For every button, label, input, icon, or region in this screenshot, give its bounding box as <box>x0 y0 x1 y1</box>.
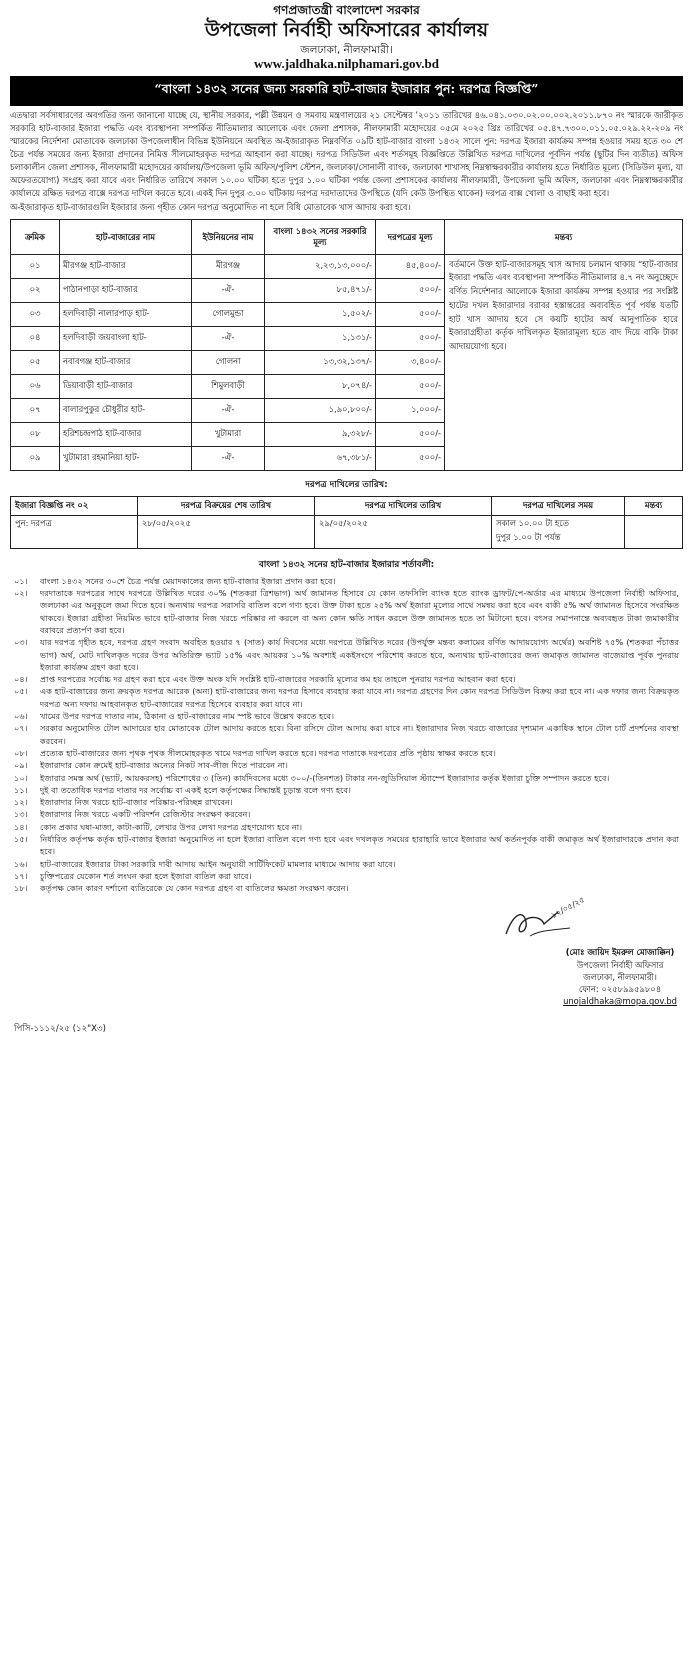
term-number: ১১। <box>14 784 28 795</box>
schedule-title: দরপত্র দাখিলের তারিখ: <box>305 479 388 490</box>
cell-schedule-price: ১,০০০/- <box>376 398 445 422</box>
term-number: ০৪। <box>14 674 28 685</box>
cell-market-name: নবাবগঞ্জ হাট-বাজার <box>60 350 192 374</box>
list-item <box>10 833 683 858</box>
notice-title: “বাংলা ১৪৩২ সনের জন্য সরকারি হাট-বাজার ইজারার পুন: দরপত্র বিজ্ঞপ্তি” <box>10 76 683 106</box>
list-item <box>10 636 683 673</box>
notice-page <box>10 0 683 1050</box>
col-notice-no: ইজারা বিজ্ঞপ্তি নং ০২ <box>11 496 138 515</box>
list-item <box>10 821 683 833</box>
market-table <box>10 219 683 471</box>
cell-market-name: হরিশচন্দ্রপাঠ হাট-বাজার <box>60 422 192 446</box>
cell-govt-price: ৮,০৭৪/- <box>265 374 376 398</box>
list-item <box>10 747 683 759</box>
cell-govt-price: ২,২৩,১৩,০০০/- <box>265 254 376 278</box>
cell-market-name: ডিয়াবাড়ী হাট-বাজার <box>60 374 192 398</box>
col-submit-time: দরপত্র দাখিলের সময় <box>492 496 625 515</box>
cell-submit-time <box>492 515 625 548</box>
col-serial: ক্রমিক <box>11 219 60 254</box>
table-row <box>11 515 683 548</box>
term-number: ০৭। <box>14 723 28 734</box>
term-number: ১২। <box>14 797 28 808</box>
term-text: প্রাপ্ত দরপত্রের সর্বোচ্চ দর গ্রহণ করা হবে এবং উক্ত অংক যদি সংশ্লিষ্ট হাট-বাজারের সরকারি মূল্যের কম হয় তাহলে পুনরায় দরপত্র আহবান করা হবে। <box>40 674 516 685</box>
col-union: ইউনিয়নের নাম <box>192 219 265 254</box>
cell-serial: ০৯ <box>11 446 60 470</box>
schedule-table <box>10 496 683 549</box>
cell-schedule-price: ৫০০/- <box>376 422 445 446</box>
cell-market-name: হলদিবাড়ী নালারপাড় হাট- <box>60 302 192 326</box>
term-number: ০৩। <box>14 637 28 648</box>
list-item <box>10 858 683 870</box>
term-number: ১৮। <box>14 883 28 894</box>
cell-govt-price: ১৩,৩২,১৩৭/- <box>265 350 376 374</box>
office-location: জলঢাকা, নীলফামারী। <box>300 43 393 56</box>
cell-schedule-price: ৫০০/- <box>376 446 445 470</box>
cell-govt-price: ৬৭,৩৮১/- <box>265 446 376 470</box>
cell-remark: বর্তমানে উক্ত হাট-বাজারসমূহ খাস আদায় চলমান থাকায় “হাট-বাজার ইজারা পদ্ধতি এবং ব্যবস্থাপনা সম্পর্কিত নীতিমালার ৪.৭ নং অনুচ্ছেদে বর্ণিত নির্দেশনার আলোকে ইজারা কার্যক্রম সম্পন্ন হওয়ার পর সংশ্লিষ্ট হাটের দখল ইজারাদার বরাবর হস্তান্তরের অব্যবহিত পূর্ব পর্যন্ত যতটি হাট খাস আদায় হবে সে কয়টি হাটের অর্থ আনুপাতিক হারে ইজারাগ্রহীতা কর্তৃক দাখিলকৃত ইজারামূল্য হতে বাদ দিয়ে বাকি টাকা আদায়যোগ্য হবে। <box>445 254 683 470</box>
terms-list <box>10 575 683 895</box>
term-text: ইজারাদার নিজ খরচে একটি পরিদর্শন রেজিস্টার সংরক্ষণ করবেন। <box>40 809 251 820</box>
col-market-name: হাট-বাজারের নাম <box>60 219 192 254</box>
officer-email-link[interactable]: unojaldhaka@mopa.gov.bd <box>563 996 677 1007</box>
officer-location: জলঢাকা, নীলফামারী। <box>583 971 657 982</box>
intro-paragraph: এতদ্বারা সর্বসাধারণের অবগতির জন্য জানানো যাচ্ছে যে, স্থানীয় সরকার, পল্লী উন্নয়ন ও সমবায় মন্ত্রণালয়ের ২১ সেপ্টেম্বর ’২০১১ তারিখের ৪৬.০৪১.০৩০.০২.০০.০০২.২০১১.৮৭০ নং স্মারকে জারীকৃত সরকারি হাট-বাজার ইজারা পদ্ধতি এবং ব্যবস্থাপনা সম্পর্কিত নীতিমালার আলোকে এবং জেলা প্রশাসক, নীলফামারী মহোদয়ের ০৫মে ২০২৫ খ্রিঃ তারিখের ০৫.৪৭.৭৩০০.০১১.০৫.০২৯.২২-২০৯ নং স্মারকের নির্দেশনা মোতাবেক জলঢাকা উপজেলাধীন বিভিন্ন ইউনিয়নে অবস্থিত অ-ইজারাকৃত নিম্নবর্ণিত ০৯টি হাট-বাজার বাংলা ১৪৩২ সালে পুন: দরপত্র ইজারা কার্যক্রম সম্পন্ন হওয়ার সময় হতে ৩০ শে চৈত্র পর্যন্ত সময়ের জন্য ইজারা প্রদানের নিমিত্ত সীলমোহরকৃত দরপত্র আহবান করা যাচ্ছে। দরপত্র সিডিউল এবং শর্তসমূহ বিজ্ঞপ্তিতে উল্লিখিত দরপত্র দাখিলের পূর্বদিন পর্যন্ত (ছুটির দিন ব্যতীত) অফিস চলাকালীন জেলা প্রশাসক, নীলফামারী মহোদয়ের কার্যালয়/উপজেলা ভূমি অফিস/পুলিশ স্টেশন, জলঢাকা/সোনালী ব্যাংক, জলঢাকা শাখাসহ নিম্নস্বাক্ষরকারীর কার্যালয় হতে নির্ধারিত মূল্যে (সিডিউল মূল্য, যা অফেরতযোগ্য) সংগ্রহ করা যাবে এবং নির্ধারিত তারিখে সকাল ১০.০০ ঘটিকা হতে দুপুর ১.০০ ঘটিকা পর্যন্ত জেলা প্রশাসকের কার্যালয় নীলফামারী, উপজেলা ভূমি অফিস, জলঢাকা এবং নিম্নস্বাক্ষরকারীর কার্যালয়ে রক্ষিত দরপত্র বাক্সে দরপত্র দাখিল করতে হবে। একই দিন দুপুর ৩.০০ ঘটিকায় দরপত্র দরদাতাদের উপস্থিতে (যদি কেউ উপস্থিত থাকেন) দরপত্র বাক্স খোলা ও বাছাই করা হবে। <box>10 109 683 198</box>
term-text: হাট-বাজারের ইজারার টাকা সরকারি দাবী আদায় আইন অনুযায়ী সার্টিফিকেট মামলার মাধ্যমে আদায় করা যাবে। <box>40 858 396 869</box>
list-item <box>10 870 683 882</box>
list-item <box>10 759 683 771</box>
term-number: ০২। <box>14 588 28 599</box>
term-text: খামের উপর দরপত্র দাতার নাম, ঠিকানা ও হাট-বাজারের নাম স্পষ্ট ভাবে উল্লেখ করতে হবে। <box>40 711 335 722</box>
cell-serial: ০৬ <box>11 374 60 398</box>
officer-designation: উপজেলা নির্বাহী অফিসার <box>576 959 664 970</box>
government-name: গণপ্রজাতন্ত্রী বাংলাদেশ সরকার <box>273 3 420 17</box>
list-item <box>10 673 683 685</box>
list-item <box>10 575 683 587</box>
cell-schedule-price: ৫০০/- <box>376 326 445 350</box>
term-number: ১৫। <box>14 834 28 844</box>
cell-govt-price: ১,৯০,৮০০/- <box>265 398 376 422</box>
term-number: ০৮। <box>14 747 28 758</box>
cell-market-name: মীরগঞ্জ হাট-বাজার <box>60 254 192 278</box>
term-text: সরকার অনুমোদিত টোল আদায়ের হার মোতাবেক টোল আদায় করতে হবে। বিনা রসিদে টোল আদায় করা যাবে না। ইজারাদার নিজ খরচে বাজারের দৃশ্যমান একাধিক স্থানে টোল চার্ট প্রদর্শনের ব্যবস্থা করবেন। <box>40 723 679 746</box>
term-text: যার দরপত্র গৃহীত হবে, দরপত্র গ্রহণ সংবাদ অবহিত হওয়ার ৭ (সাত) কার্য দিবসের মধ্যে দরপত্রে উল্লিখিত দরের (উপর্যুক্ত মন্তব্য কলামের বর্ণিত আদায়যোগ্য অর্থের) অবশিষ্ট ৭৫% (শতকরা পঁচাত্তর ভাগ) অর্থ, মোট দাখিলকৃত দরের উপর অতিরিক্ত ভ্যাট ১৫% এবং আয়কর ১০% অবশ্যই একইসংগে পরিশোধ করতে হবে, অন্যথায় হাট-বাজারের জন্য জমাকৃত জামানত বাজেয়াপ্ত পূর্বক পুনরায় ইজারা কার্যক্রম গ্রহণ করা হবে। <box>40 637 679 672</box>
term-number: ০৬। <box>14 711 28 722</box>
cell-schedule-price: ৫০০/- <box>376 302 445 326</box>
intro-paragraph-note: অ-ইজারাকৃত হাট-বাজারগুলি ইজারার জন্য গৃহীত কোন দরপত্র অনুমোদিত না হলে বিধি মোতাবেক খাস আদায় করা হবে। <box>10 201 411 212</box>
col-remark: মন্তব্য <box>445 219 683 254</box>
col-govt-price: বাংলা ১৪৩২ সনের সরকারি মূল্য <box>265 219 376 254</box>
col-schedule-price: দরপত্রের মূল্য <box>376 219 445 254</box>
schedule-table-header <box>11 496 683 515</box>
list-item <box>10 808 683 820</box>
cell-union: -ঐ- <box>192 446 265 470</box>
signature-block <box>10 895 683 1050</box>
cell-schedule-price: ৫০০/- <box>376 278 445 302</box>
list-item <box>10 722 683 747</box>
website-link[interactable]: www.jaldhaka.nilphamari.gov.bd <box>254 55 439 71</box>
term-number: ০১। <box>14 575 28 586</box>
office-name: উপজেলা নির্বাহী অফিসারের কার্যালয় <box>204 18 489 41</box>
term-text: নির্ধারিত কর্তৃপক্ষ কর্তৃক হাট-বাজার ইজারা অনুমোদিত না হলে ইজারা বাতিল বলে গণ্য হবে এবং দখলকৃত সময়ের হারাহারি ভাবে ইজারার অর্থ কর্তনপূর্বক বাকী জমাকৃত অর্থ ইজারাদারকে প্রদান করা হবে। <box>40 834 679 857</box>
letterhead <box>10 4 683 72</box>
term-number: ০৯। <box>14 760 28 771</box>
cell-serial: ০১ <box>11 254 60 278</box>
term-text: কর্তৃপক্ষ কোন কারণ দর্শানো ব্যতিরেকে যে কোন দরপত্র গ্রহণ বা বাতিলের ক্ষমতা সংরক্ষণ করেন। <box>40 883 349 894</box>
officer-details <box>563 946 677 1007</box>
cell-schedule-price: ৩,৪০০/- <box>376 350 445 374</box>
term-number: ১৬। <box>14 858 28 869</box>
list-item <box>10 685 683 710</box>
cell-union: -ঐ- <box>192 398 265 422</box>
term-text: দুই বা ততোধিক দরপত্র দাতার দর সর্বোচ্চ বা একই হলে কর্তৃপক্ষের সিদ্ধান্তই চূড়ান্ত বলে গণ্য হবে। <box>40 784 351 795</box>
table-row <box>11 254 683 278</box>
term-number: ১৪। <box>14 821 28 832</box>
term-text: বাংলা ১৪৩২ সনের ৩০শে চৈত্র পর্যন্ত মেয়াদকালের জন্য হাট-বাজার ইজারা প্রদান করা হবে। <box>40 575 336 586</box>
cell-govt-price: ১,১৩১/- <box>265 326 376 350</box>
cell-union: গোলমুন্ডা <box>192 302 265 326</box>
term-text: দরদাতাকে দরপত্রের সাথে দরপত্রে উল্লিখিত দরের ৩০% (শতকরা ত্রিশভাগ) অর্থ জামানত হিসাবে যে কোন তফসিলি ব্যাংক হতে ব্যাংক ড্রাফট/পে-অর্ডার এর মাধ্যমে উপজেলা নির্বাহী অফিসার, জলঢাকা এর অনুকূলে জমা দিতে হবে। অন্যথায় দরপত্র সরাসরি বাতিল বলে গণ্য হবে। উক্ত টাকা হতে ২৫% অর্থ ইজারা মূল্যের সাথে সমন্বয় করা হবে এবং বাকী ৫% অর্থ জামানত হিসেবে সংরক্ষিত থাকবে। ইজারা গ্রহীতা নিয়মিত ভাবে হাট-বাজার নিজ খরচে পরিষ্কার না করলে বা অন্য কোন ক্ষতি সাধন করলে উক্ত জামানত হতে তা মিটানো হবে। বৎসর সমাপনান্তে অব্যবহৃত টাকা জমাকারীর বরাবরে প্রত্যর্পণ করা হবে। <box>40 588 679 635</box>
term-text: প্রত্যেক হাট-বাজারের জন্য পৃথক পৃথক সীলমোহরকৃত খামে দরপত্র দাখিল করতে হবে। দরপত্র দাতাকে দরপত্রের প্রতি পৃষ্ঠায় স্বাক্ষর করতে হবে। <box>40 747 496 758</box>
pc-code: পিসি-১১১২/২৫ (১২"X৩) <box>14 1024 106 1035</box>
cell-last-sale-date: ২৮/০৫/২০২৫ <box>138 515 315 548</box>
cell-govt-price: ৯,৩২৮/- <box>265 422 376 446</box>
list-item <box>10 772 683 784</box>
terms-title: বাংলা ১৪৩২ সনের হাট-বাজার ইজারার শর্তাবলী: <box>258 559 435 570</box>
cell-serial: ০২ <box>11 278 60 302</box>
cell-serial: ০৩ <box>11 302 60 326</box>
col-last-sale-date: দরপত্র বিক্রয়ের শেষ তারিখ <box>138 496 315 515</box>
cell-union: মীরগঞ্জ <box>192 254 265 278</box>
cell-market-name: পাঠানপাড়া হাট-বাজার <box>60 278 192 302</box>
list-item <box>10 710 683 722</box>
market-table-header <box>11 219 683 254</box>
term-number: ১৩। <box>14 809 28 820</box>
term-text: ইজারার সমস্ত অর্থ (ভ্যাট, আয়করসহ) পরিশোধের ৩ (তিন) কার্যদিবসের মধ্যে ৩০০/-(তিনশত) টাকার নন-জুডিসিয়াল স্ট্যাম্পে ইজারাদার কর্তৃক ইজারা চুক্তি সম্পাদন করতে হবে। <box>40 772 610 783</box>
officer-phone: ফোন: ০২৫৮৯৯৫৯৮০৪ <box>578 984 662 995</box>
cell-serial: ০৪ <box>11 326 60 350</box>
term-text: ইজারাদার নিজ খরচে হাট-বাজার পরিষ্কার-পরিচ্ছন্ন রাখবেন। <box>40 797 233 808</box>
term-number: ১০। <box>14 772 28 783</box>
term-text: এক হাট-বাজারের জন্য ক্রয়কৃত দরপত্র আরেক (অন্য) হাট-বাজারের জন্য দরপত্র হিসাবে ব্যবহার করা যাবে না। দরপত্র গ্রহণের দিন কোন দরপত্র সিডিউল বিক্রয় করা হবে না। এক দফার জন্য বিক্রয়কৃত দরপত্র অন্য দফায় আহবানকৃত হাট-বাজারের দরপত্র হিসেবে ব্যবহার করা যাবে না। <box>40 686 679 709</box>
term-text: কোন প্রকার ঘষা-মাজা, কাটা-কাটি, লেখার উপর লেখা দরপত্র গ্রহণযোগ্য হবে না। <box>40 821 303 832</box>
list-item <box>10 882 683 894</box>
term-number: ০৫। <box>14 686 28 697</box>
cell-market-name: বালারপুকুর চৌধুরীর হাট- <box>60 398 192 422</box>
list-item <box>10 587 683 636</box>
officer-name: (মোঃ জায়িদ ইমরুল মোজাক্কিন) <box>565 947 675 958</box>
cell-union: খুটামারা <box>192 422 265 446</box>
cell-submit-date: ২৯/০৫/২০২৫ <box>315 515 492 548</box>
term-text: ইজারাদার কোন ক্রমেই হাট-বাজার অন্যের নিকট সাব-লীজ দিতে পারবেন না। <box>40 760 288 771</box>
signature-date: ১২/০৫/২৫ <box>549 895 587 921</box>
term-text: চুক্তিপত্রের যেকোন শর্ত লংঘন করা হলে ইজারা বাতিল করা যাবে। <box>40 870 252 881</box>
cell-govt-price: ১,৫০২/- <box>265 302 376 326</box>
term-number: ১৭। <box>14 870 28 881</box>
cell-govt-price: ৮৫,৪৭১/- <box>265 278 376 302</box>
intro-text <box>10 109 683 214</box>
cell-serial: ০৭ <box>11 398 60 422</box>
cell-notice-type: পুন: দরপত্র <box>11 515 138 548</box>
cell-schedule-price: ৫০০/- <box>376 374 445 398</box>
cell-market-name: খুটামারা রহমানিয়া হাট- <box>60 446 192 470</box>
submit-time-end: দুপুর ১.০০ টা পর্যন্ত <box>496 531 561 542</box>
cell-union: গোলনা <box>192 350 265 374</box>
cell-union: -ঐ- <box>192 278 265 302</box>
cell-schedule-remark <box>625 515 683 548</box>
submit-time-start: সকাল ১০.০০ টা হতে <box>496 517 569 528</box>
cell-union: -ঐ- <box>192 326 265 350</box>
cell-schedule-price: ৪৫,৪০০/- <box>376 254 445 278</box>
col-submit-date: দরপত্র দাখিলের তারিখ <box>315 496 492 515</box>
cell-serial: ০৮ <box>11 422 60 446</box>
col-schedule-remark: মন্তব্য <box>625 496 683 515</box>
cell-market-name: হলদিবাড়ী জয়বাংলা হাট- <box>60 326 192 350</box>
cell-serial: ০৫ <box>11 350 60 374</box>
list-item <box>10 796 683 808</box>
list-item <box>10 784 683 796</box>
cell-union: শিমুলবাড়ী <box>192 374 265 398</box>
